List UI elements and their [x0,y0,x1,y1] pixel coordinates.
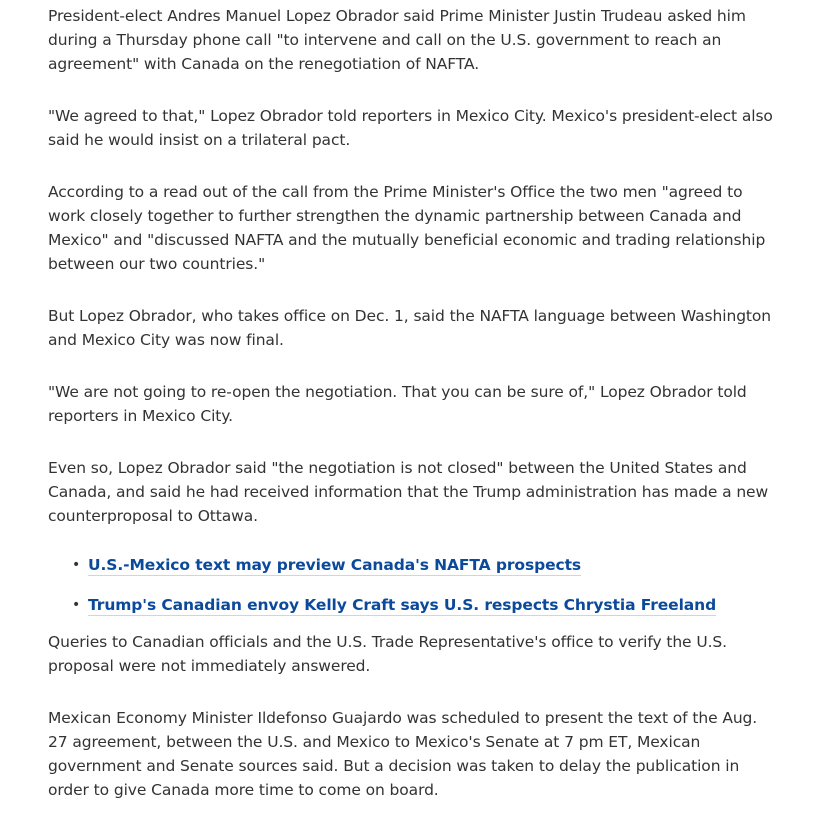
bullet-icon: • [72,557,81,573]
article-body [48,4,778,830]
related-link-kelly-craft[interactable]: Trump's Canadian envoy Kelly Craft says U.S. respects Chrystia Freeland [88,596,717,614]
paragraph-7: Queries to Canadian officials and the U.S. Trade Representative's office to verify the U.S. proposal were not immediately answered. [48,633,727,675]
paragraph-8: Mexican Economy Minister Ildefonso Guajardo was scheduled to present the text of the Aug. 27 agreement, between the U.S. and Mexico to Mexico's Senate at 7 pm ET, Mexican government and Senate sources said. But a decision was taken to delay the publication in order to give Canada more time to come on board. [48,709,758,799]
bullet-icon: • [72,597,81,613]
paragraph-1: President-elect Andres Manuel Lopez Obrador said Prime Minister Justin Trudeau asked him during a Thursday phone call "to intervene and call on the U.S. government to reach an agreement" with Canada on the renegotiation of NAFTA. [48,7,746,73]
related-link-usmca-preview[interactable]: U.S.-Mexico text may preview Canada's NAFTA prospects [88,556,582,574]
paragraph-3: According to a read out of the call from the Prime Minister's Office the two men "agreed to work closely together to further strengthen the dynamic partnership between Canada and Mexico" and "discussed NAFTA and the mutually beneficial economic and trading relationship between our two countries." [48,183,766,273]
related-link-item [72,552,778,578]
paragraph-5: "We are not going to re-open the negotiation. That you can be sure of," Lopez Obrador told reporters in Mexico City. [48,383,747,425]
paragraph-4: But Lopez Obrador, who takes office on Dec. 1, said the NAFTA language between Washington and Mexico City was now final. [48,307,772,349]
related-link-item [72,592,778,618]
paragraph-2: "We agreed to that," Lopez Obrador told reporters in Mexico City. Mexico's president-elect also said he would insist on a trilateral pact. [48,107,773,149]
paragraph-6: Even so, Lopez Obrador said "the negotiation is not closed" between the United States and Canada, and said he had received information that the Trump administration has made a new counterproposal to Ottawa. [48,459,769,525]
related-links-list [48,552,778,618]
